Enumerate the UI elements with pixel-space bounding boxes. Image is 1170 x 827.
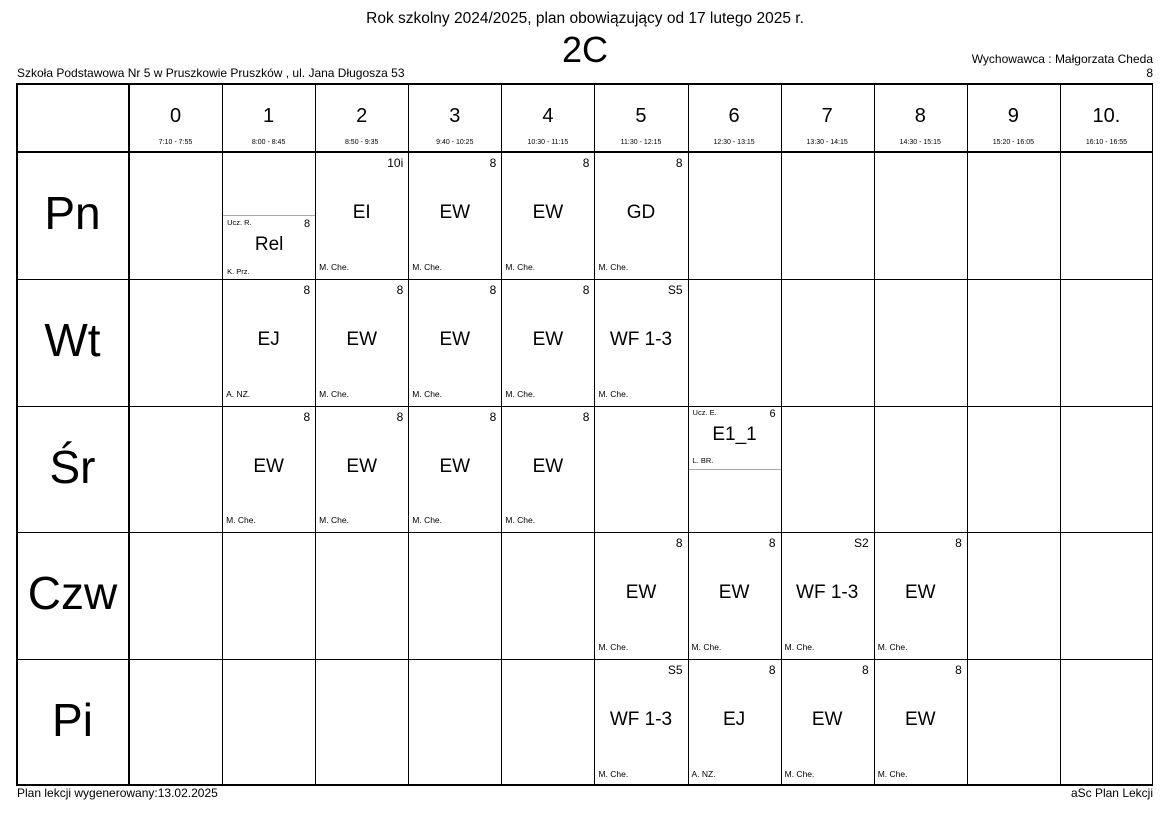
lesson-room: 8: [768, 536, 776, 551]
lesson-room: 8: [768, 663, 776, 678]
day-label: Śr: [49, 440, 96, 493]
lesson-room: 10i: [387, 156, 404, 170]
period-time: 10:30 - 11:15: [527, 139, 569, 146]
lesson-cell[interactable]: [408, 279, 501, 406]
lesson-cell[interactable]: [594, 659, 687, 786]
grid-column-line: [967, 83, 968, 786]
period-time: 8:50 - 9:35: [344, 139, 379, 146]
period-number: 6: [728, 105, 740, 127]
lesson-subject: EW: [346, 328, 378, 350]
period-time: 12:30 - 13:15: [713, 139, 755, 146]
period-number: 7: [821, 105, 833, 127]
lesson-subject: EW: [439, 328, 471, 350]
lesson-room: 8: [582, 409, 590, 424]
lesson-subject: WF 1-3: [609, 328, 673, 350]
timetable-grid: [16, 83, 1153, 786]
lesson-room: 8: [862, 663, 869, 678]
lesson-subject: GD: [626, 202, 656, 223]
lesson-room: 8: [675, 536, 683, 551]
period-number: 4: [542, 105, 554, 127]
lesson-cell[interactable]: [315, 279, 408, 406]
period-time: 16:10 - 16:55: [1085, 139, 1128, 146]
lesson-teacher: M. Che.: [784, 768, 815, 779]
grid-border-top: [16, 83, 1153, 85]
period-time: 15:20 - 16:05: [992, 139, 1034, 146]
lesson-room: 8: [955, 536, 962, 551]
lesson-room: 8: [489, 409, 497, 424]
lesson-cell[interactable]: [781, 532, 874, 659]
lesson-teacher: M. Che.: [412, 261, 443, 272]
lesson-teacher: A. NZ.: [226, 388, 251, 399]
lesson-teacher: M. Che.: [598, 768, 629, 779]
day-label: Pi: [52, 694, 93, 747]
lesson-subject: EW: [532, 455, 564, 477]
lesson-room: 8: [489, 156, 497, 170]
lesson-cell[interactable]: [688, 532, 781, 659]
lesson-cell[interactable]: [222, 152, 315, 279]
lesson-room: 6: [769, 407, 776, 420]
lesson-teacher: M. Che.: [319, 515, 349, 526]
lesson-room: 8: [303, 282, 311, 297]
lesson-cell[interactable]: [315, 406, 408, 533]
lesson-subject: WF 1-3: [609, 709, 673, 731]
grid-column-line: [1060, 83, 1061, 786]
lesson-room: 8: [396, 409, 404, 424]
lesson-group: Ucz. R.: [227, 218, 252, 228]
lesson-room: 8: [582, 156, 590, 170]
period-time: 14:30 - 15:15: [899, 139, 941, 146]
lesson-half-group: [223, 215, 315, 279]
lesson-cell[interactable]: [874, 532, 967, 659]
lesson-subject: EW: [439, 455, 471, 477]
lesson-subject: Rel: [254, 234, 284, 256]
timetable-subtitle: Rok szkolny 2024/2025, plan obowiązujący od 17 lutego 2025 r.: [366, 10, 804, 27]
lesson-cell[interactable]: [688, 406, 781, 533]
homeroom-room: 8: [1146, 66, 1153, 80]
period-time: 11:30 - 12:15: [620, 139, 662, 146]
lesson-subject: EJ: [257, 328, 280, 350]
lesson-teacher: M. Che.: [598, 261, 629, 272]
lesson-cell[interactable]: [408, 406, 501, 533]
lesson-teacher: M. Che.: [877, 642, 908, 653]
lesson-teacher: M. Che.: [784, 642, 815, 653]
lesson-room: S5: [667, 282, 683, 297]
lesson-room: 8: [675, 156, 683, 170]
lesson-cell[interactable]: [222, 279, 315, 406]
lesson-room: 8: [396, 282, 404, 297]
lesson-room: S5: [667, 663, 683, 678]
period-number: 1: [263, 105, 275, 127]
generated-date: Plan lekcji wygenerowany:13.02.2025: [17, 786, 218, 800]
lesson-cell[interactable]: [408, 152, 501, 279]
lesson-subject: WF 1-3: [796, 582, 859, 604]
period-time: 9:40 - 10:25: [436, 139, 474, 146]
lesson-subject: EW: [346, 455, 378, 477]
lesson-teacher: M. Che.: [226, 515, 256, 526]
lesson-room: 8: [303, 409, 311, 424]
period-time: 13:30 - 14:15: [806, 139, 848, 146]
grid-row-line: [16, 659, 1153, 660]
school-name: Szkoła Podstawowa Nr 5 w Pruszkowie Pruszków , ul. Jana Długosza 53: [17, 66, 405, 80]
lesson-cell[interactable]: [315, 152, 408, 279]
lesson-teacher: M. Che.: [319, 388, 349, 399]
period-number: 5: [635, 105, 647, 127]
lesson-cell[interactable]: [594, 532, 687, 659]
period-time: 7:10 - 7:55: [158, 139, 193, 146]
lesson-subject: EI: [352, 202, 371, 223]
lesson-teacher: M. Che.: [412, 515, 443, 526]
lesson-teacher: M. Che.: [505, 261, 536, 272]
lesson-teacher: L. BR.: [692, 455, 714, 465]
lesson-subject: EW: [253, 455, 284, 477]
lesson-teacher: K. Prz.: [227, 266, 250, 276]
period-number: 3: [449, 105, 461, 127]
lesson-subject: E1_1: [712, 423, 757, 445]
lesson-cell[interactable]: [874, 659, 967, 786]
lesson-subject: EW: [532, 328, 564, 350]
lesson-cell[interactable]: [501, 406, 594, 533]
lesson-subject: EW: [532, 202, 564, 223]
lesson-teacher: M. Che.: [505, 515, 536, 526]
lesson-teacher: A. NZ.: [691, 768, 716, 779]
lesson-subject: EW: [625, 582, 657, 604]
lesson-subject: EJ: [722, 709, 746, 731]
lesson-room: S2: [854, 536, 869, 551]
lesson-room: 8: [304, 218, 311, 231]
lesson-cell[interactable]: [501, 152, 594, 279]
class-name-title: 2C: [561, 29, 609, 70]
lesson-cell[interactable]: [222, 406, 315, 533]
grid-border-right: [1152, 83, 1153, 786]
lesson-cell[interactable]: [781, 659, 874, 786]
lesson-teacher: M. Che.: [412, 388, 443, 399]
period-time: 8:00 - 8:45: [251, 139, 286, 146]
lesson-subject: EW: [439, 202, 471, 223]
period-number: 0: [169, 105, 182, 127]
lesson-half-group: [689, 406, 781, 470]
period-number: 10.: [1092, 105, 1121, 127]
day-label: Wt: [44, 313, 101, 366]
lesson-cell[interactable]: [688, 659, 781, 786]
lesson-room: 8: [582, 282, 590, 297]
day-label: Czw: [27, 567, 118, 620]
lesson-subject: EW: [811, 709, 843, 731]
lesson-teacher: M. Che.: [598, 388, 629, 399]
lesson-teacher: M. Che.: [877, 768, 908, 779]
lesson-teacher: M. Che.: [319, 261, 349, 272]
lesson-room: 8: [955, 663, 962, 678]
homeroom-teacher: Wychowawca : Małgorzata Cheda: [971, 52, 1153, 66]
period-number: 9: [1007, 105, 1019, 127]
software-name: aSc Plan Lekcji: [1070, 786, 1153, 800]
day-label: Pn: [44, 187, 101, 239]
lesson-room: 8: [489, 282, 497, 297]
lesson-subject: EW: [904, 709, 936, 731]
lesson-teacher: M. Che.: [598, 642, 629, 653]
lesson-teacher: M. Che.: [691, 642, 722, 653]
lesson-cell[interactable]: [501, 279, 594, 406]
lesson-cell[interactable]: [594, 279, 687, 406]
lesson-teacher: M. Che.: [505, 388, 536, 399]
period-number: 2: [356, 105, 368, 127]
lesson-subject: EW: [904, 582, 936, 604]
period-number: 8: [914, 105, 926, 127]
lesson-group: Ucz. E.: [692, 407, 717, 417]
lesson-cell[interactable]: [594, 152, 687, 279]
lesson-subject: EW: [718, 582, 750, 604]
